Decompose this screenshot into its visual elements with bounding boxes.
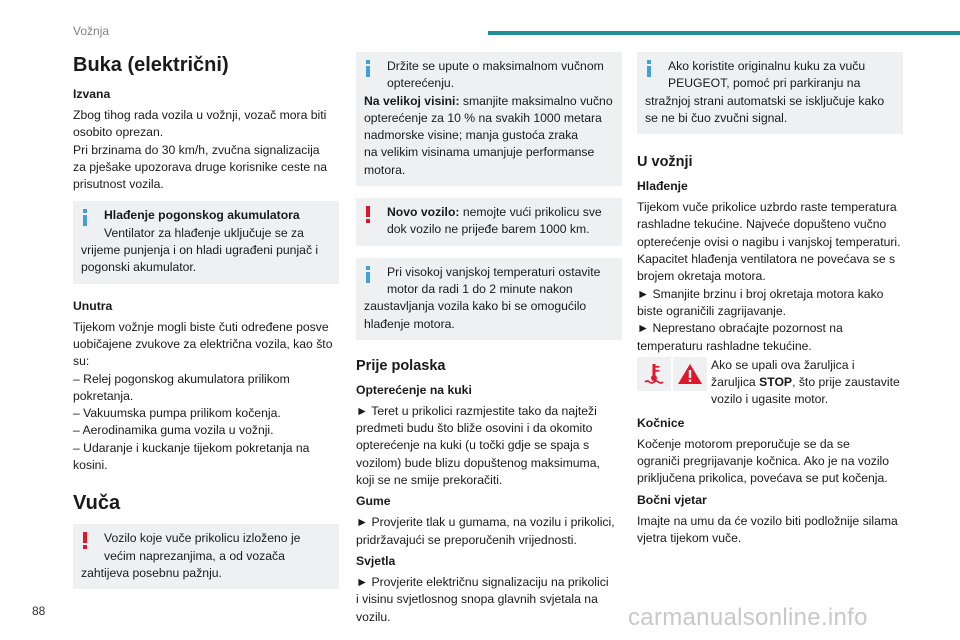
- heading-svjetla: Svjetla: [356, 553, 396, 568]
- lamp-warning-block: [637, 357, 903, 409]
- heading-hladenje: Hlađenje: [637, 179, 688, 194]
- info-box-bold-rest: smanjite maksimalno vučno: [459, 93, 613, 108]
- text-unutra: Tijekom vožnje mogli biste čuti određene posve uobičajene zvukove za električna vozila, kao što su: – Relej pogonskog akumulatora prilikom pokretanja. – Vakuumska pumpa prilikom kočenja. – Aerodinamika guma vozila u vožnji. – Udaranje i kuckanje tijekom pokretanja na kosini.: [73, 319, 333, 473]
- header-accent-bar: [488, 31, 960, 35]
- heading-bocni-vjetar: Bočni vjetar: [637, 492, 707, 507]
- heading-opterecenje: Opterećenje na kuki: [356, 382, 472, 397]
- page-number: 88: [32, 604, 46, 618]
- info-icon: [366, 60, 370, 77]
- lamp-text-c: , što prije zaustavite: [792, 375, 900, 390]
- watermark: carmanualsonline.info: [628, 604, 868, 631]
- info-icon: [366, 266, 370, 283]
- info-box-text: zaustavljanja vozila kako bi se omogućilo hlađenje motora.: [364, 299, 587, 331]
- heading-izvana: Izvana: [73, 87, 111, 101]
- title-buka: Buka (električni): [73, 54, 229, 76]
- info-box-battery-cooling: [73, 201, 339, 283]
- text-opterecenje: ► Teret u prikolici razmjestite tako da najteži predmeti budu što bliže osovini i da okomito opterećenje na kuki (u točki gdje se spaja s vozilom) bude blizu dopuštenog maksimuma, koji se ne smije prekoračiti.: [356, 403, 600, 488]
- warning-box-new-vehicle: [356, 198, 622, 246]
- section-label: Vožnja: [73, 24, 110, 38]
- text-kocnice: Kočenje motorom preporučuje se da se ograniči pregrijavanje kočnica. Ako je na vozilo priključena prikolica, povećava se put kočenja.: [637, 436, 890, 486]
- info-box-max-load: [356, 52, 622, 186]
- warning-icon: [366, 206, 370, 223]
- info-icon: [647, 60, 651, 77]
- info-box-line1: Pri visokoj vanjskoj temperaturi ostavite: [387, 264, 601, 279]
- info-box-text: opterećenje za 10 % na svakih 1000 metara nadmorske visine; manja gustoća zraka na velikim visinama umanjuje performanse motora.: [364, 110, 602, 177]
- info-box-line1: Držite se upute o maksimalnom vučnom: [387, 59, 604, 73]
- heading-kocnice: Kočnice: [637, 415, 685, 430]
- stop-warning-triangle-icon: [673, 357, 707, 391]
- lamp-text-d: vozilo i ugasite motor.: [711, 392, 829, 407]
- warning-icon: [83, 532, 87, 549]
- info-box-title: Hlađenje pogonskog akumulatora: [104, 208, 300, 223]
- coolant-temperature-warning-icon: [637, 357, 671, 391]
- warning-box-line1-rest: nemojte vući prikolicu sve: [459, 205, 602, 220]
- column-2: [356, 52, 622, 630]
- warning-box-line2: većim naprezanjima, a od vozača: [104, 548, 285, 563]
- heading-gume: Gume: [356, 494, 391, 509]
- text-bocni-vjetar: Imajte na umu da će vozilo biti podložnije silama vjetra tijekom vuče.: [637, 513, 898, 545]
- text-izvana: Zbog tihog rada vozila u vožnji, vozač mora biti osobito oprezan. Pri brzinama do 30 km/h, zvučna signalizacija za pješake upozorava druge korisnike ceste na prisutnost vozila.: [73, 108, 328, 192]
- text-svjetla: ► Provjerite električnu signalizaciju na prikolici i visinu svjetlosnog snopa glavnih svjetala na vozilu.: [356, 574, 609, 624]
- info-box-high-temperature: [356, 258, 622, 340]
- info-icon: [83, 209, 87, 226]
- title-vuca: Vuča: [73, 492, 121, 515]
- info-box-bold: Na velikoj visini:: [364, 93, 460, 108]
- warning-box-text: zahtijeva posebnu pažnju.: [81, 565, 222, 580]
- column-1: [73, 52, 339, 597]
- info-box-text: stražnjoj strani automatski se isključuje kako se ne bi čuo zvučni signal.: [645, 93, 885, 125]
- warning-box-towing: [73, 524, 339, 589]
- text-hladenje: Tijekom vuče prikolice uzbrdo raste temperatura rashladne tekućine. Najveće dopušteno vučno opterećenje ovisi o nagibu i vanjskoj temperaturi. Kapacitet hlađenja ventilatora ne povećava se s brojem okretaja motora. ► Smanjite brzinu i broj okretaja motora kako biste ograničili zagrijavanje. ► Neprestano obraćajte pozornost na temperaturu rashladne tekućine.: [637, 200, 901, 353]
- lamp-text-b: žaruljica: [711, 375, 760, 390]
- info-box-line1: Ako koristite originalnu kuku za vuču: [668, 59, 866, 73]
- info-box-line2: PEUGEOT, pomoć pri parkiranju na: [668, 76, 861, 91]
- info-box-line2: opterećenju.: [387, 76, 455, 91]
- heading-unutra: Unutra: [73, 298, 113, 313]
- info-box-parking-aid: [637, 52, 903, 134]
- info-box-text: vrijeme punjenja i on hladi ugrađeni punjač i pogonski akumulator.: [81, 243, 319, 275]
- text-gume: ► Provjerite tlak u gumama, na vozilu i prikolici, pridržavajući se preporučenih vrijednosti.: [356, 515, 615, 547]
- column-3: [637, 52, 903, 551]
- warning-box-line2: dok vozilo ne prijeđe barem 1000 km.: [387, 222, 590, 237]
- lamp-text-stop: STOP: [759, 375, 793, 390]
- lamp-text-a: Ako se upali ova žaruljica i: [711, 357, 855, 372]
- warning-box-bold: Novo vozilo:: [387, 205, 460, 220]
- info-box-line: Ventilator za hlađenje uključuje se za: [104, 225, 304, 240]
- info-box-line2: motor da radi 1 do 2 minute nakon: [387, 281, 573, 296]
- warning-box-line1: Vozilo koje vuče prikolicu izloženo je: [104, 531, 301, 546]
- title-u-voznji: U vožnji: [637, 154, 693, 171]
- title-prije-polaska: Prije polaska: [356, 357, 446, 374]
